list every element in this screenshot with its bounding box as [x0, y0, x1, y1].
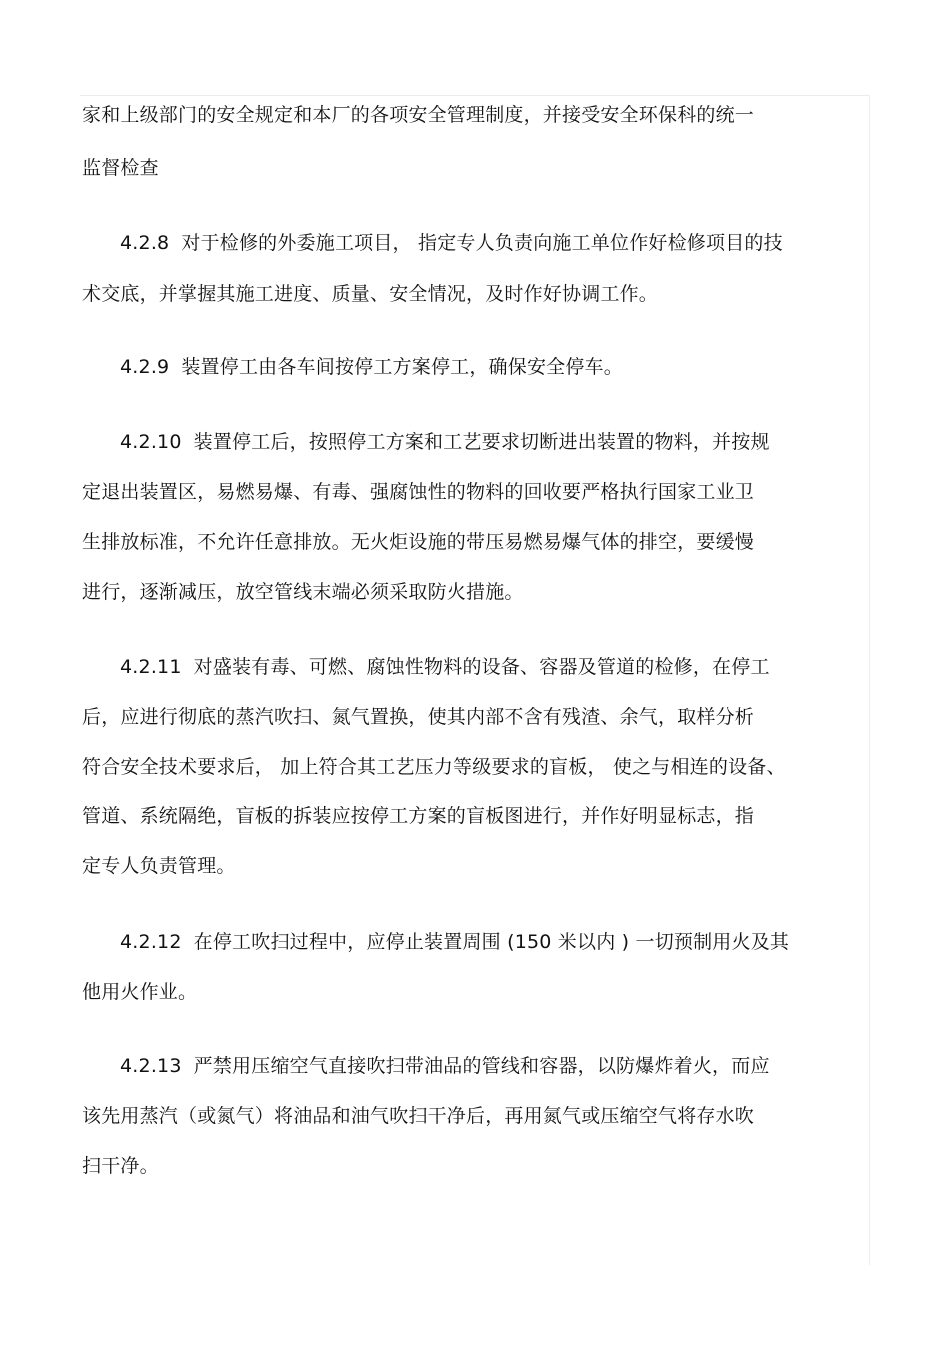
text-line: 对于检修的外委施工项目， 指定专人负责向施工单位作好检修项目的技	[181, 232, 783, 254]
text-line: 家和上级部门的安全规定和本厂的各项安全管理制度，并接受安全环保科的统一	[82, 104, 755, 126]
text-line: 定专人负责管理。	[82, 855, 236, 877]
text-line: 生排放标准，不允许任意排放。无火炬设施的带压易燃易爆气体的排空，要缓慢	[82, 531, 755, 553]
text-line: 监督检查	[82, 157, 159, 179]
text-line: 定退出装置区，易燃易爆、有毒、强腐蚀性的物料的回收要严格执行国家工业卫	[82, 481, 755, 503]
section-4-2-13	[120, 1053, 770, 1079]
text-line: 该先用蒸汽（或氮气）将油品和油气吹扫干净后，再用氮气或压缩空气将存水吹	[82, 1105, 755, 1127]
section-number: 4.2.10	[120, 431, 182, 453]
text-line: 在停工吹扫过程中，应停止装置周围 (150 米以内 ) 一切预制用火及其	[193, 931, 790, 953]
text-line: 管道、系统隔绝，盲板的拆装应按停工方案的盲板图进行，并作好明显标志，指	[82, 805, 755, 827]
text-line: 后，应进行彻底的蒸汽吹扫、氮气置换，使其内部不含有残渣、余气，取样分析	[82, 706, 755, 728]
page-border-right	[869, 95, 870, 1265]
text-line: 装置停工由各车间按停工方案停工，确保安全停车。	[181, 356, 623, 378]
section-number: 4.2.8	[120, 232, 170, 254]
page-border-top	[80, 95, 870, 96]
section-4-2-11	[120, 654, 770, 680]
text-line: 装置停工后，按照停工方案和工艺要求切断进出装置的物料，并按规	[193, 431, 770, 453]
section-4-2-8	[120, 230, 783, 256]
text-line: 扫干净。	[82, 1155, 159, 1177]
section-number: 4.2.12	[120, 931, 182, 953]
section-number: 4.2.11	[120, 656, 182, 678]
text-line: 符合安全技术要求后， 加上符合其工艺压力等级要求的盲板， 使之与相连的设备、	[82, 756, 786, 778]
section-4-2-12	[120, 929, 789, 955]
text-line: 严禁用压缩空气直接吹扫带油品的管线和容器，以防爆炸着火，而应	[193, 1055, 770, 1077]
section-number: 4.2.13	[120, 1055, 182, 1077]
text-line: 对盛装有毒、可燃、腐蚀性物料的设备、容器及管道的检修，在停工	[193, 656, 770, 678]
section-4-2-10	[120, 429, 770, 455]
section-number: 4.2.9	[120, 356, 170, 378]
text-line: 术交底，并掌握其施工进度、质量、安全情况，及时作好协调工作。	[82, 283, 659, 305]
section-4-2-9	[120, 354, 623, 380]
text-line: 他用火作业。	[82, 981, 198, 1003]
text-line: 进行，逐渐减压，放空管线末端必须采取防火措施。	[82, 581, 524, 603]
